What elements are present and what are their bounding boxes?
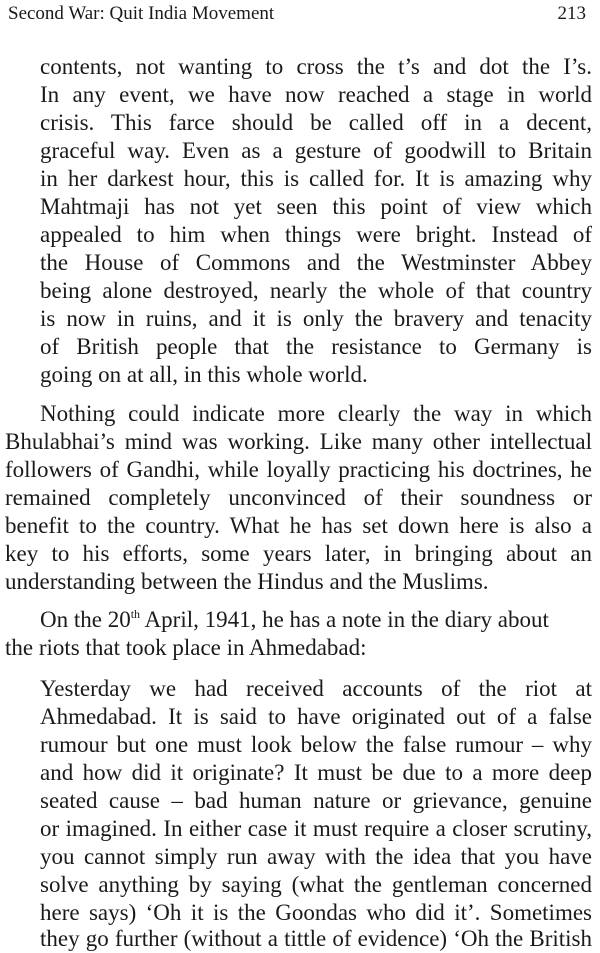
quote-line: is now in ruins, and it is only the bravery and tenacity <box>40 306 592 331</box>
quote-line: rumour but one must look below the false rumour – why <box>40 732 592 757</box>
quote-line: or imagined. In either case it must require a closer scrutiny, <box>40 816 592 841</box>
paragraph-line <box>40 606 549 634</box>
quote-line: here says) ‘Oh it is the Goondas who did it’. Sometimes <box>40 900 592 925</box>
quote-line: Ahmedabad. It is said to have originated out of a false <box>40 704 592 729</box>
quote-line: the House of Commons and the Westminster Abbey <box>40 250 592 275</box>
quote-line: In any event, we have now reached a stage in world <box>40 82 592 107</box>
quote-line: being alone destroyed, nearly the whole of that country <box>40 278 592 303</box>
quote-line: crisis. This farce should be called off in a decent, <box>40 110 592 135</box>
paragraph-line: benefit to the country. What he has set down here is also a <box>5 513 592 538</box>
paragraph-line: remained completely unconvinced of their soundness or <box>5 485 592 510</box>
quote-line: Mahtmaji has not yet seen this point of view which <box>40 194 592 219</box>
date-rest-text: April, 1941, he has a note in the diary about <box>140 607 549 632</box>
quote-line: and how did it originate? It must be due to a more deep <box>40 760 592 785</box>
paragraph-line: Bhulabhai’s mind was working. Like many other intellectual <box>5 429 592 454</box>
running-header <box>8 0 586 30</box>
ordinal-suffix: th <box>130 607 141 621</box>
quote-line: Yesterday we had received accounts of the riot at <box>40 676 592 701</box>
quote-line: appealed to him when things were bright. Instead of <box>40 222 592 247</box>
paragraph-line: Nothing could indicate more clearly the way in which <box>40 401 592 426</box>
quote-line: graceful way. Even as a gesture of goodwill to Britain <box>40 138 592 163</box>
quote-line: solve anything by saying (what the gentleman concerned <box>40 872 592 897</box>
quote-line: they go further (without a tittle of evidence) ‘Oh the British <box>40 926 592 951</box>
running-title: Second War: Quit India Movement <box>8 3 275 24</box>
date-text: On the 20 <box>40 607 131 632</box>
quote-line: you cannot simply run away with the idea that you have <box>40 844 592 869</box>
paragraph-line: key to his efforts, some years later, in bringing about an <box>5 541 592 566</box>
paragraph-line: followers of Gandhi, while loyally practicing his doctrines, he <box>5 457 592 482</box>
quote-line: of British people that the resistance to Germany is <box>40 334 592 359</box>
page-number: 213 <box>557 3 586 24</box>
quote-line: going on at all, in this whole world. <box>40 362 368 387</box>
paragraph-line: understanding between the Hindus and the Muslims. <box>5 569 489 594</box>
quote-line: seated cause – bad human nature or grievance, genuine <box>40 788 592 813</box>
paragraph-line: the riots that took place in Ahmedabad: <box>5 635 367 660</box>
quote-line: in her darkest hour, this is called for. It is amazing why <box>40 166 592 191</box>
quote-line: contents, not wanting to cross the t’s and dot the I’s. <box>40 54 592 79</box>
